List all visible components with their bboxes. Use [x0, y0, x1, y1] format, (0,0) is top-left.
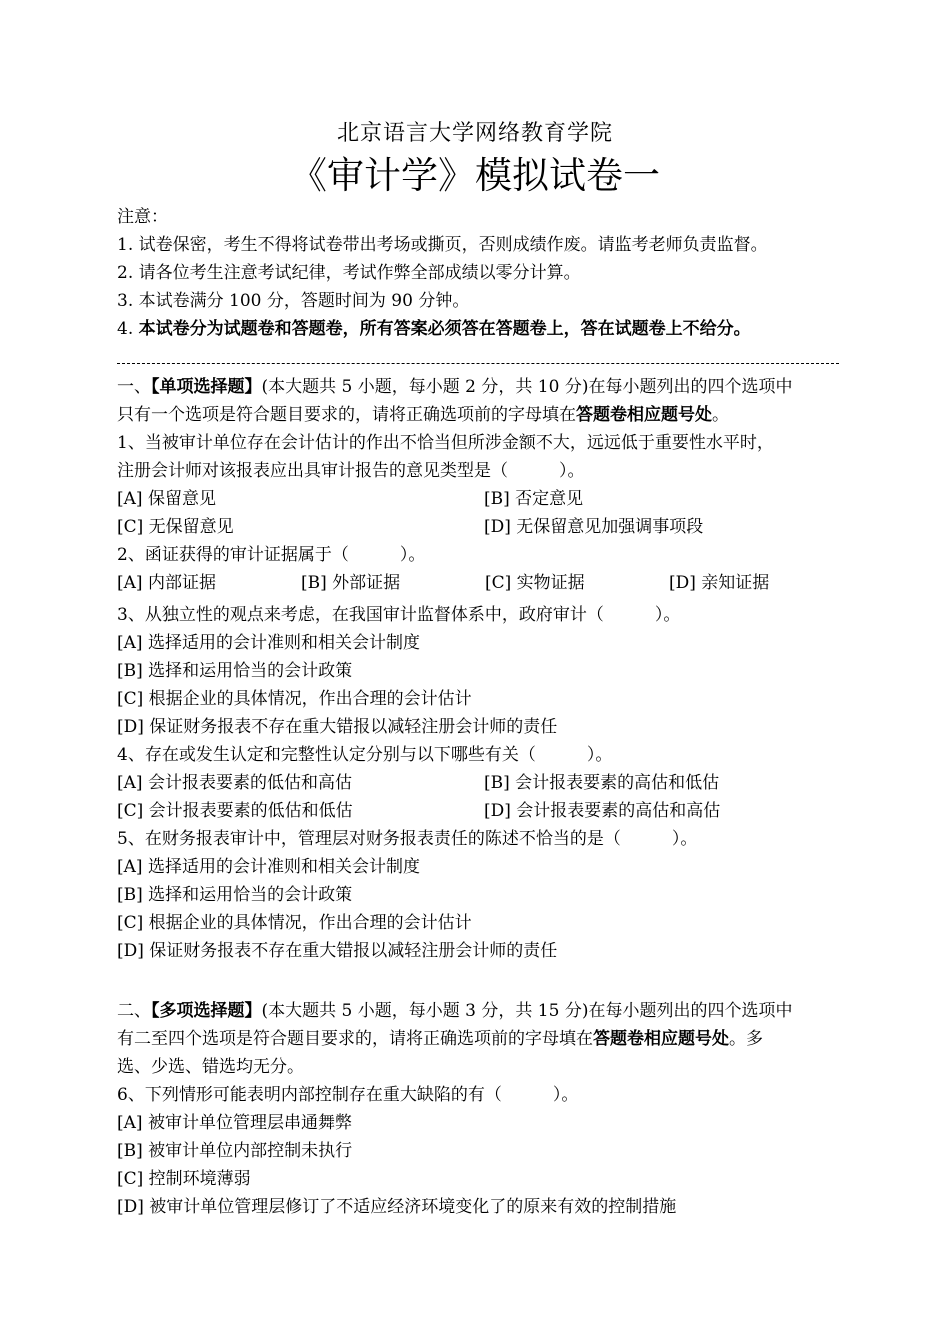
section-1-heading-line-1 — [117, 373, 837, 401]
section-2-answer-location: 答题卷相应题号处 — [593, 1029, 729, 1049]
question-2-option-a: [A] 内部证据 — [117, 573, 216, 593]
question-4-stem: 4、存在或发生认定和完整性认定分别与以下哪些有关（ ）。 — [117, 745, 613, 765]
question-3-stem: 3、从独立性的观点来考虑，在我国审计监督体系中，政府审计（ ）。 — [117, 605, 681, 625]
exam-title: 《审计学》模拟试卷一 — [290, 154, 660, 197]
question-5-option-b: [B] 选择和运用恰当的会计政策 — [117, 885, 353, 905]
school-name: 北京语言大学网络教育学院 — [336, 121, 613, 146]
question-2-stem: 2、函证获得的审计证据属于（ ）。 — [117, 545, 426, 565]
section-1-heading-line-2 — [117, 401, 837, 429]
section-1-type: 【单项选择题】 — [151, 377, 262, 397]
question-4-options-row-1 — [117, 769, 837, 797]
question-1-option-c: [C] 无保留意见 — [117, 517, 234, 537]
question-5-option-a: [A] 选择适用的会计准则和相关会计制度 — [117, 857, 420, 877]
question-3-option-d: [D] 保证财务报表不存在重大错报以减轻注册会计师的责任 — [117, 717, 558, 737]
section-2-desc-3: 。多 — [729, 1029, 763, 1049]
question-3-option-a: [A] 选择适用的会计准则和相关会计制度 — [117, 633, 420, 653]
section-1-desc-3: 。 — [712, 405, 729, 425]
separator-dashed-line — [117, 363, 839, 364]
section-2-type: 【多项选择题】 — [151, 1001, 262, 1021]
notice-item-4-bold: 本试卷分为试题卷和答题卷，所有答案必须答在答题卷上，答在试题卷上不给分。 — [138, 319, 751, 339]
question-6-stem: 6、下列情形可能表明内部控制存在重大缺陷的有（ ）。 — [117, 1085, 579, 1105]
question-2-options — [117, 569, 837, 597]
section-2-heading-line-2 — [117, 1025, 837, 1053]
notice-item-4 — [117, 315, 837, 343]
section-1-answer-location: 答题卷相应题号处 — [576, 405, 712, 425]
section-1-number: 一、 — [117, 377, 151, 397]
section-2-number: 二、 — [117, 1001, 151, 1021]
section-2 — [117, 997, 837, 1221]
question-4-option-b: [B] 会计报表要素的高估和低估 — [484, 773, 720, 793]
section-2-desc: (本大题共 5 小题，每小题 3 分，共 15 分)在每小题列出的四个选项中 — [261, 1001, 793, 1021]
section-1-desc: (本大题共 5 小题，每小题 2 分，共 10 分)在每小题列出的四个选项中 — [261, 377, 793, 397]
question-6-option-a: [A] 被审计单位管理层串通舞弊 — [117, 1113, 352, 1133]
question-1-stem-1: 1、当被审计单位存在会计估计的作出不恰当但所涉金额不大，远远低于重要性水平时， — [117, 433, 774, 453]
question-4-option-d: [D] 会计报表要素的高估和高估 — [484, 801, 721, 821]
notice-block — [117, 203, 837, 343]
question-3-option-c: [C] 根据企业的具体情况，作出合理的会计估计 — [117, 689, 472, 709]
notice-label: 注意： — [117, 207, 168, 227]
question-6-option-b: [B] 被审计单位内部控制未执行 — [117, 1141, 353, 1161]
notice-item-3: 3. 本试卷满分 100 分，答题时间为 90 分钟。 — [117, 291, 470, 311]
question-1-option-d: [D] 无保留意见加强调事项段 — [484, 517, 704, 537]
question-2-option-c: [C] 实物证据 — [485, 573, 585, 593]
question-6-option-c: [C] 控制环境薄弱 — [117, 1169, 251, 1189]
question-1-stem-2: 注册会计师对该报表应出具审计报告的意见类型是（ ）。 — [117, 461, 585, 481]
question-3-option-b: [B] 选择和运用恰当的会计政策 — [117, 661, 353, 681]
question-4-option-c: [C] 会计报表要素的低估和低估 — [117, 801, 353, 821]
question-4-option-a: [A] 会计报表要素的低估和高估 — [117, 773, 352, 793]
question-1-options-row-1 — [117, 485, 837, 513]
question-5-stem: 5、在财务报表审计中，管理层对财务报表责任的陈述不恰当的是（ ）。 — [117, 829, 698, 849]
section-1 — [117, 373, 837, 965]
question-1-option-b: [B] 否定意见 — [484, 489, 584, 509]
question-2-option-d: [D] 亲知证据 — [669, 573, 770, 593]
section-2-heading-line-3: 选、少选、错选均无分。 — [117, 1057, 304, 1077]
question-1-option-a: [A] 保留意见 — [117, 489, 216, 509]
question-2-option-b: [B] 外部证据 — [301, 573, 401, 593]
question-5-option-d: [D] 保证财务报表不存在重大错报以减轻注册会计师的责任 — [117, 941, 558, 961]
notice-item-4-prefix: 4. — [117, 319, 139, 339]
notice-item-2: 2. 请各位考生注意考试纪律，考试作弊全部成绩以零分计算。 — [117, 263, 581, 283]
question-4-options-row-2 — [117, 797, 837, 825]
section-2-desc-2: 有二至四个选项是符合题目要求的，请将正确选项前的字母填在 — [117, 1029, 593, 1049]
question-6-option-d: [D] 被审计单位管理层修订了不适应经济环境变化了的原来有效的控制措施 — [117, 1197, 677, 1217]
question-1-options-row-2 — [117, 513, 837, 541]
section-2-heading-line-1 — [117, 997, 837, 1025]
section-1-desc-2: 只有一个选项是符合题目要求的，请将正确选项前的字母填在 — [117, 405, 576, 425]
notice-item-1: 1. 试卷保密，考生不得将试卷带出考场或撕页，否则成绩作废。请监考老师负责监督。 — [117, 235, 768, 255]
question-5-option-c: [C] 根据企业的具体情况，作出合理的会计估计 — [117, 913, 472, 933]
